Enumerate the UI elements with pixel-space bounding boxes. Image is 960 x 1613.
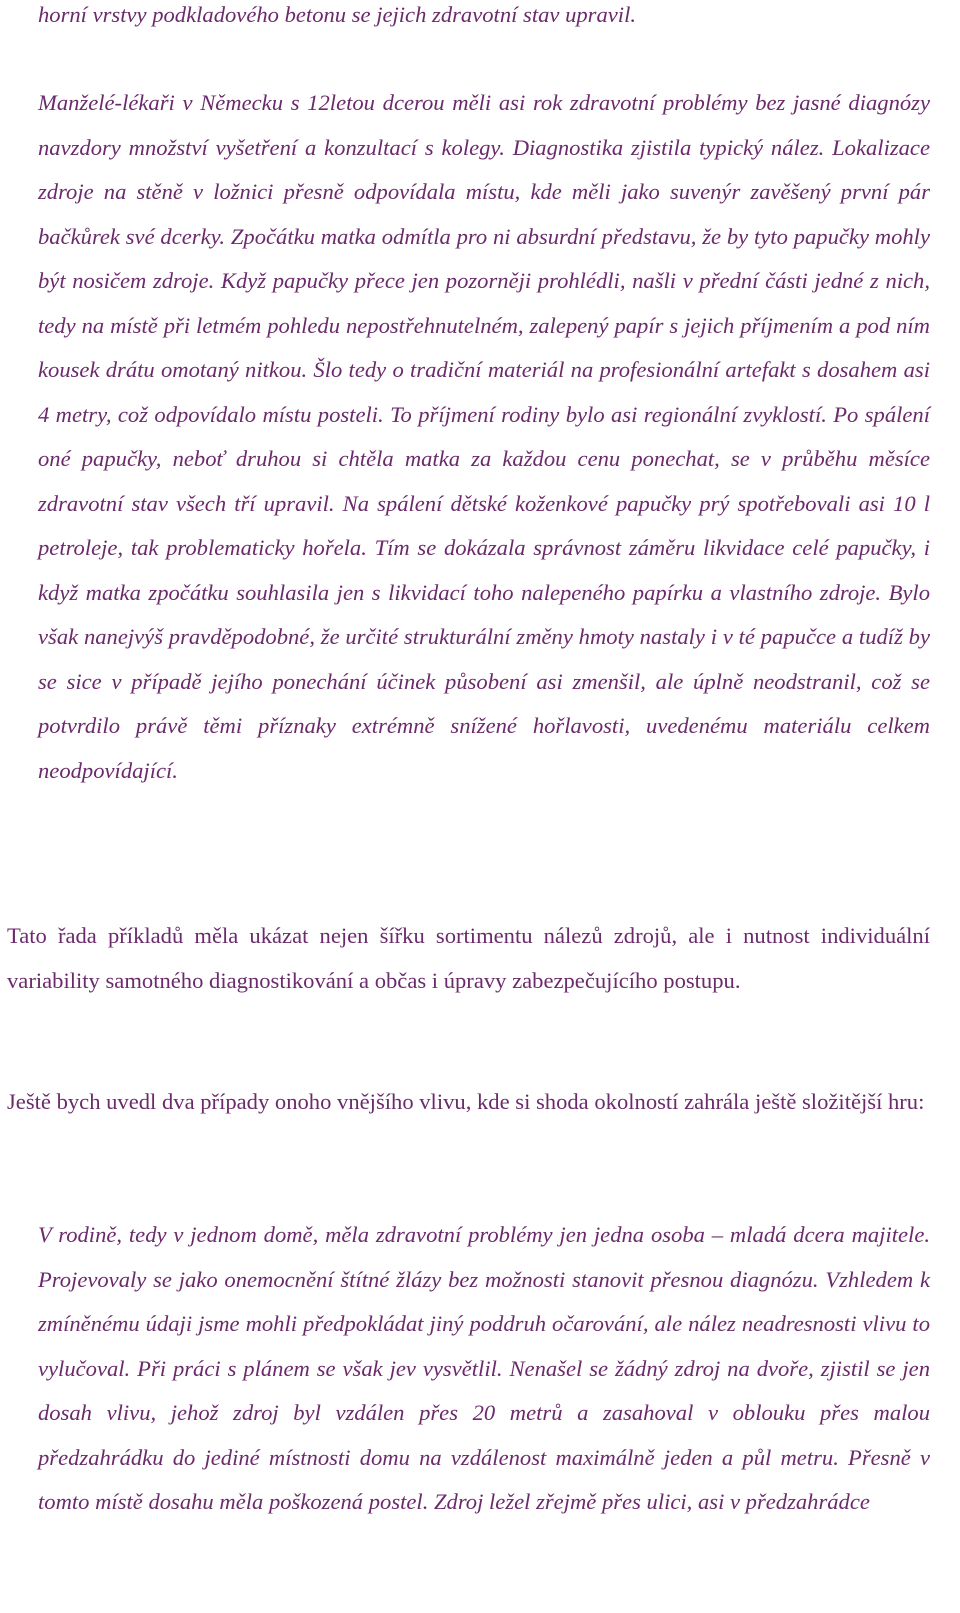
paragraph-1: horní vrstvy podkladového betonu se jejich zdravotní stav upravil. [38, 2, 636, 27]
paragraph-4: Ještě bych uvedl dva případy onoho vnějšího vlivu, kde si shoda okolností zahrála ještě složitější hru: [7, 1089, 925, 1114]
paragraph-5: V rodině, tedy v jednom domě, měla zdravotní problémy jen jedna osoba – mladá dcera majitele. Projevovaly se jako onemocnění štítné žlázy bez možnosti stanovit přesnou diagnózu. Vzhledem k zmíněnému údaji jsme mohli předpokládat jiný poddruh očarování, ale nález neadresnosti vlivu to vylučoval. Při práci s plánem se však jev vysvětlil. Nenašel se žádný zdroj na dvoře, zjistil se jen dosah vlivu, jehož zdroj byl vzdálen přes 20 metrů a zasahoval v oblouku přes malou předzahrádku do jediné místnosti domu na vzdálenost maximálně jeden a půl metru. Přesně v tomto místě dosahu měla poškozená postel. Zdroj ležel zřejmě přes ulici, asi v předzahrádce [38, 1222, 930, 1514]
paragraph-2: Manželé-lékaři v Německu s 12letou dcerou měli asi rok zdravotní problémy bez jasné diagnózy navzdory množství vyšetření a konzultací s kolegy. Diagnostika zjistila typický nález. Lokalizace zdroje na stěně v ložnici přesně odpovídala místu, kde měli jako suvenýr zavěšený první pár bačkůrek své dcerky. Zpočátku matka odmítla pro ni absurdní představu, že by tyto papučky mohly být nosičem zdroje. Když papučky přece jen pozorněji prohlédli, našli v přední části jedné z nich, tedy na místě při letmém pohledu nepostřehnutelném, zalepený papír s jejich příjmením a pod ním kousek drátu omotaný nitkou. Šlo tedy o tradiční materiál na profesionální artefakt s dosahem asi 4 metry, což odpovídalo místu posteli. To příjmení rodiny bylo asi regionální zvyklostí. Po spálení oné papučky, neboť druhou si chtěla matka za každou cenu ponechat, se v průběhu měsíce zdravotní stav všech tří upravil. Na spálení dětské koženkové papučky prý spotřebovali asi 10 l petroleje, tak problematicky hořela. Tím se dokázala správnost záměru likvidace celé papučky, i když matka zpočátku souhlasila jen s likvidací toho nalepeného papírku a vlastního zdroje. Bylo však nanejvýš pravděpodobné, že určité strukturální změny hmoty nastaly i v té papučce a tudíž by se sice v případě jejího ponechání účinek působení asi zmenšil, ale úplně neodstranil, což se potvrdilo právě těmi příznaky extrémně snížené hořlavosti, uvedenému materiálu celkem neodpovídající. [38, 90, 930, 783]
paragraph-3: Tato řada příkladů měla ukázat nejen šířku sortimentu nálezů zdrojů, ale i nutnost individuální variability samotného diagnostikování a občas i úpravy zabezpečujícího postupu. [7, 923, 930, 993]
